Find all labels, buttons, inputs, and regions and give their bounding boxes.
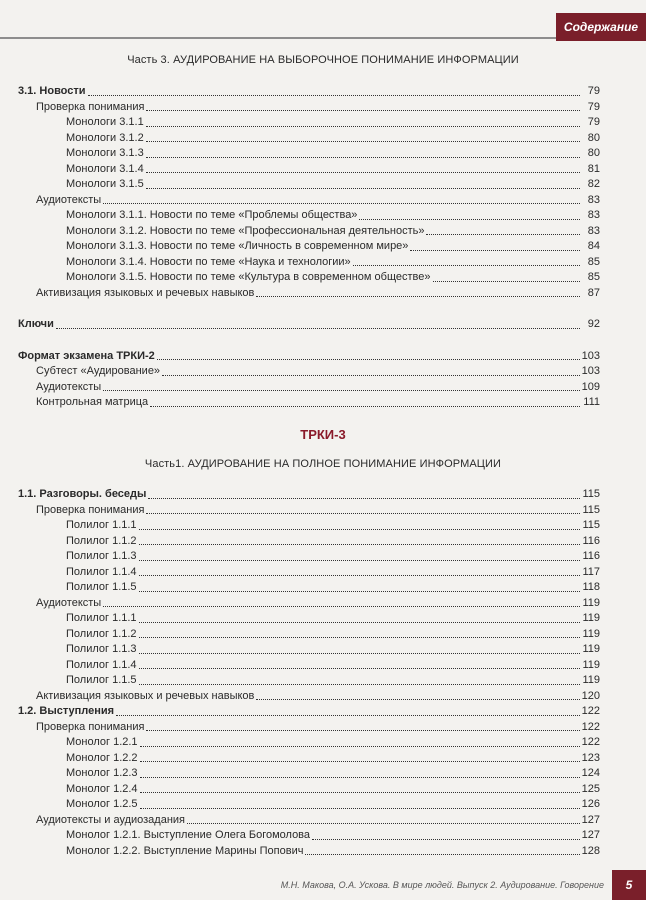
toc-entry-page: 85 [587, 271, 600, 283]
dot-leader [116, 712, 580, 716]
toc-entry-title: Монологи 3.1.3. Новости по теме «Личность в современном мире» [66, 240, 409, 252]
toc-entry[interactable] [18, 146, 600, 162]
toc-entry-title: Ключи [18, 318, 54, 330]
toc-entry[interactable] [18, 658, 600, 674]
toc-entry-title: Монолог 1.2.4 [66, 782, 138, 795]
toc-entry[interactable] [18, 239, 600, 255]
toc-entry-page: 128 [581, 844, 600, 857]
toc-entry-title: Полилог 1.1.2 [66, 534, 137, 547]
dot-leader [146, 727, 579, 731]
dot-leader [140, 805, 580, 809]
toc-entry[interactable] [18, 549, 600, 565]
toc-entry-page: 119 [582, 674, 600, 686]
toc-entry-title: Полилог 1.1.1 [66, 612, 137, 624]
toc-entry[interactable] [18, 766, 600, 782]
toc-entry[interactable] [18, 611, 600, 627]
toc-entry-title: Активизация языковых и речевых навыков [36, 689, 255, 702]
toc-entry[interactable] [18, 518, 600, 534]
dot-leader [146, 169, 580, 173]
dot-leader [140, 774, 580, 778]
toc-entry-title: Аудиотексты [36, 380, 102, 393]
header-rule [0, 37, 556, 39]
dot-leader [103, 387, 579, 391]
toc-entry[interactable] [18, 627, 600, 643]
toc-entry-title: Проверка понимания [36, 720, 145, 733]
dot-leader [56, 325, 580, 329]
dot-leader [359, 216, 580, 220]
toc-entry[interactable] [18, 844, 600, 860]
toc-entry-page: 119 [582, 596, 600, 609]
dot-leader [103, 200, 580, 204]
dot-leader [139, 588, 580, 592]
toc-entry[interactable] [18, 565, 600, 581]
contents-tab[interactable]: Содержание [556, 13, 646, 41]
toc-entry-title: Полилог 1.1.2 [66, 627, 137, 640]
toc-entry-page: 115 [582, 488, 600, 500]
toc-entry-title: Полилог 1.1.1 [66, 519, 137, 531]
dot-leader [187, 820, 580, 824]
toc-entry-page: 79 [587, 100, 600, 113]
toc-entry[interactable] [18, 642, 600, 658]
toc-entry-title: Аудиотексты и аудиозадания [36, 813, 186, 826]
toc-entry-title: Монологи 3.1.4 [66, 162, 144, 175]
toc-entry[interactable] [18, 487, 600, 503]
dot-leader [103, 603, 580, 607]
dot-leader [148, 495, 580, 499]
toc-entry-title: Полилог 1.1.4 [66, 565, 137, 578]
toc-entry-page: 122 [581, 720, 600, 733]
toc-entry[interactable] [18, 704, 600, 720]
toc-entry-title: Проверка понимания [36, 100, 145, 113]
toc-entry[interactable] [18, 580, 600, 596]
page-number: 5 [612, 870, 646, 900]
toc-entry-title: Монологи 3.1.5 [66, 178, 144, 190]
toc-entry[interactable] [18, 534, 600, 550]
dot-leader [162, 372, 580, 376]
dot-leader [256, 696, 579, 700]
dot-leader [140, 743, 580, 747]
toc-entry-page: 126 [581, 798, 600, 810]
dot-leader [146, 107, 580, 111]
toc-entry-page: 120 [581, 689, 600, 702]
toc-entry-title: Монолог 1.2.3 [66, 767, 138, 779]
toc-entry-title: Монологи 3.1.4. Новости по теме «Наука и технологии» [66, 255, 351, 268]
toc-entry[interactable] [18, 364, 600, 380]
toc-entry[interactable] [18, 115, 600, 131]
toc-entry-page: 79 [587, 116, 600, 128]
dot-leader [146, 510, 580, 514]
toc-entry-page: 92 [587, 318, 600, 330]
toc-section-trki2 [18, 84, 600, 411]
dot-leader [139, 526, 580, 530]
dot-leader [139, 541, 580, 545]
toc-entry-title: Монологи 3.1.2 [66, 131, 144, 144]
dot-leader [426, 231, 580, 235]
toc-entry-title: Формат экзамена ТРКИ-2 [18, 349, 155, 362]
dot-leader [140, 789, 580, 793]
toc-entry-page: 122 [581, 705, 600, 717]
toc-entry-title: Монолог 1.2.2 [66, 751, 138, 764]
toc-entry[interactable] [18, 208, 600, 224]
toc-entry[interactable] [18, 751, 600, 767]
dot-leader [157, 356, 580, 360]
toc-entry-title: Полилог 1.1.4 [66, 658, 137, 671]
toc-entry-page: 127 [581, 813, 600, 826]
toc-entry-title: 1.2. Выступления [18, 705, 115, 717]
toc-entry[interactable] [18, 596, 600, 612]
toc-entry-title: Монологи 3.1.2. Новости по теме «Профессиональная деятельность» [66, 224, 425, 237]
toc-entry[interactable] [18, 720, 600, 736]
toc-entry-page: 115 [582, 519, 600, 531]
trki3-heading: ТРКИ-3 [300, 427, 346, 442]
dot-leader [146, 185, 580, 189]
toc-section-trki3 [18, 487, 600, 859]
toc-entry-title: Монолог 1.2.1 [66, 736, 138, 748]
part3-title: Часть 3. АУДИРОВАНИЕ НА ВЫБОРОЧНОЕ ПОНИМАНИЕ ИНФОРМАЦИИ [127, 54, 519, 66]
toc-entry-page: 122 [581, 736, 600, 748]
toc-entry[interactable] [18, 131, 600, 147]
toc-entry-title: Полилог 1.1.3 [66, 643, 137, 655]
toc-entry[interactable] [18, 317, 600, 333]
toc-entry-page: 79 [587, 85, 600, 97]
toc-entry-title: Аудиотексты [36, 596, 102, 609]
toc-entry-title: Активизация языковых и речевых навыков [36, 286, 255, 299]
toc-entry-title: Монолог 1.2.1. Выступление Олега Богомолова [66, 829, 311, 841]
toc-entry-title: Монологи 3.1.1 [66, 116, 144, 128]
toc-entry-page: 118 [582, 581, 600, 593]
toc-entry[interactable] [18, 224, 600, 240]
toc-entry-page: 103 [581, 349, 600, 362]
toc-entry-page: 117 [582, 565, 600, 578]
toc-entry[interactable] [18, 828, 600, 844]
toc-entry-title: Монологи 3.1.1. Новости по теме «Проблемы общества» [66, 209, 358, 221]
toc-entry-page: 81 [587, 162, 600, 175]
toc-entry-page: 80 [587, 147, 600, 159]
toc-entry-title: Проверка понимания [36, 503, 145, 516]
dot-leader [140, 758, 580, 762]
dot-leader [139, 665, 580, 669]
toc-entry-page: 87 [587, 286, 600, 299]
toc-entry-page: 85 [587, 255, 600, 268]
toc-entry-title: Субтест «Аудирование» [36, 365, 161, 377]
toc-entry[interactable] [18, 503, 600, 519]
toc-entry[interactable] [18, 673, 600, 689]
dot-leader [139, 557, 580, 561]
toc-entry[interactable] [18, 270, 600, 286]
toc-entry-page: 83 [587, 209, 600, 221]
dot-leader [88, 92, 580, 96]
toc-entry-page: 111 [583, 396, 600, 408]
toc-entry[interactable] [18, 255, 600, 271]
toc-entry[interactable] [18, 797, 600, 813]
toc-entry-page: 119 [582, 627, 600, 640]
toc-entry[interactable] [18, 193, 600, 209]
toc-entry-page: 103 [581, 365, 600, 377]
toc-entry-page: 119 [582, 643, 600, 655]
toc-entry-page: 109 [581, 380, 600, 393]
toc-entry-title: Монологи 3.1.3 [66, 147, 144, 159]
dot-leader [139, 619, 580, 623]
toc-entry-page: 125 [581, 782, 600, 795]
toc-entry-page: 119 [582, 612, 600, 624]
toc-entry-title: Полилог 1.1.3 [66, 550, 137, 562]
dot-leader [410, 247, 580, 251]
toc-entry[interactable] [18, 813, 600, 829]
toc-entry-title: 1.1. Разговоры. беседы [18, 488, 147, 500]
dot-leader [139, 634, 580, 638]
dot-leader [256, 293, 580, 297]
toc-entry-title: Монолог 1.2.2. Выступление Марины Попович [66, 844, 304, 857]
toc-entry[interactable] [18, 349, 600, 365]
dot-leader [305, 851, 579, 855]
toc-entry-page: 80 [587, 131, 600, 144]
dot-leader [146, 154, 580, 158]
dot-leader [312, 836, 580, 840]
footer-citation: М.Н. Макова, О.А. Ускова. В мире людей. Выпуск 2. Аудирование. Говорение [280, 880, 604, 890]
toc-entry-page: 116 [582, 550, 600, 562]
toc-entry[interactable] [18, 782, 600, 798]
toc-entry[interactable] [18, 689, 600, 705]
toc-entry-page: 124 [581, 767, 600, 779]
toc-entry-title: Полилог 1.1.5 [66, 581, 137, 593]
toc-entry[interactable] [18, 395, 600, 411]
toc-entry[interactable] [18, 735, 600, 751]
toc-entry-page: 84 [587, 240, 600, 252]
toc-entry-page: 83 [587, 193, 600, 206]
dot-leader [139, 650, 580, 654]
toc-entry[interactable] [18, 177, 600, 193]
toc-entry[interactable] [18, 380, 600, 396]
toc-entry-title: Аудиотексты [36, 193, 102, 206]
toc-entry[interactable] [18, 84, 600, 100]
toc-entry-title: 3.1. Новости [18, 85, 86, 97]
dot-leader [150, 403, 580, 407]
part1-title: Часть1. АУДИРОВАНИЕ НА ПОЛНОЕ ПОНИМАНИЕ ИНФОРМАЦИИ [144, 458, 502, 470]
toc-entry[interactable] [18, 286, 600, 302]
dot-leader [139, 681, 580, 685]
toc-entry-page: 115 [582, 503, 600, 516]
dot-leader [146, 123, 580, 127]
toc-entry-title: Монолог 1.2.5 [66, 798, 138, 810]
toc-entry-page: 127 [581, 829, 600, 841]
dot-leader [139, 572, 580, 576]
dot-leader [353, 262, 580, 266]
toc-entry-page: 119 [582, 658, 600, 671]
toc-entry[interactable] [18, 162, 600, 178]
toc-entry-page: 82 [587, 178, 600, 190]
toc-entry-page: 123 [581, 751, 600, 764]
toc-entry-title: Полилог 1.1.5 [66, 674, 137, 686]
toc-entry[interactable] [18, 100, 600, 116]
toc-entry-page: 116 [582, 534, 600, 547]
toc-entry-title: Монологи 3.1.5. Новости по теме «Культура в современном обществе» [66, 271, 431, 283]
toc-entry-page: 83 [587, 224, 600, 237]
toc-entry-title: Контрольная матрица [36, 396, 149, 408]
dot-leader [146, 138, 580, 142]
dot-leader [433, 278, 581, 282]
